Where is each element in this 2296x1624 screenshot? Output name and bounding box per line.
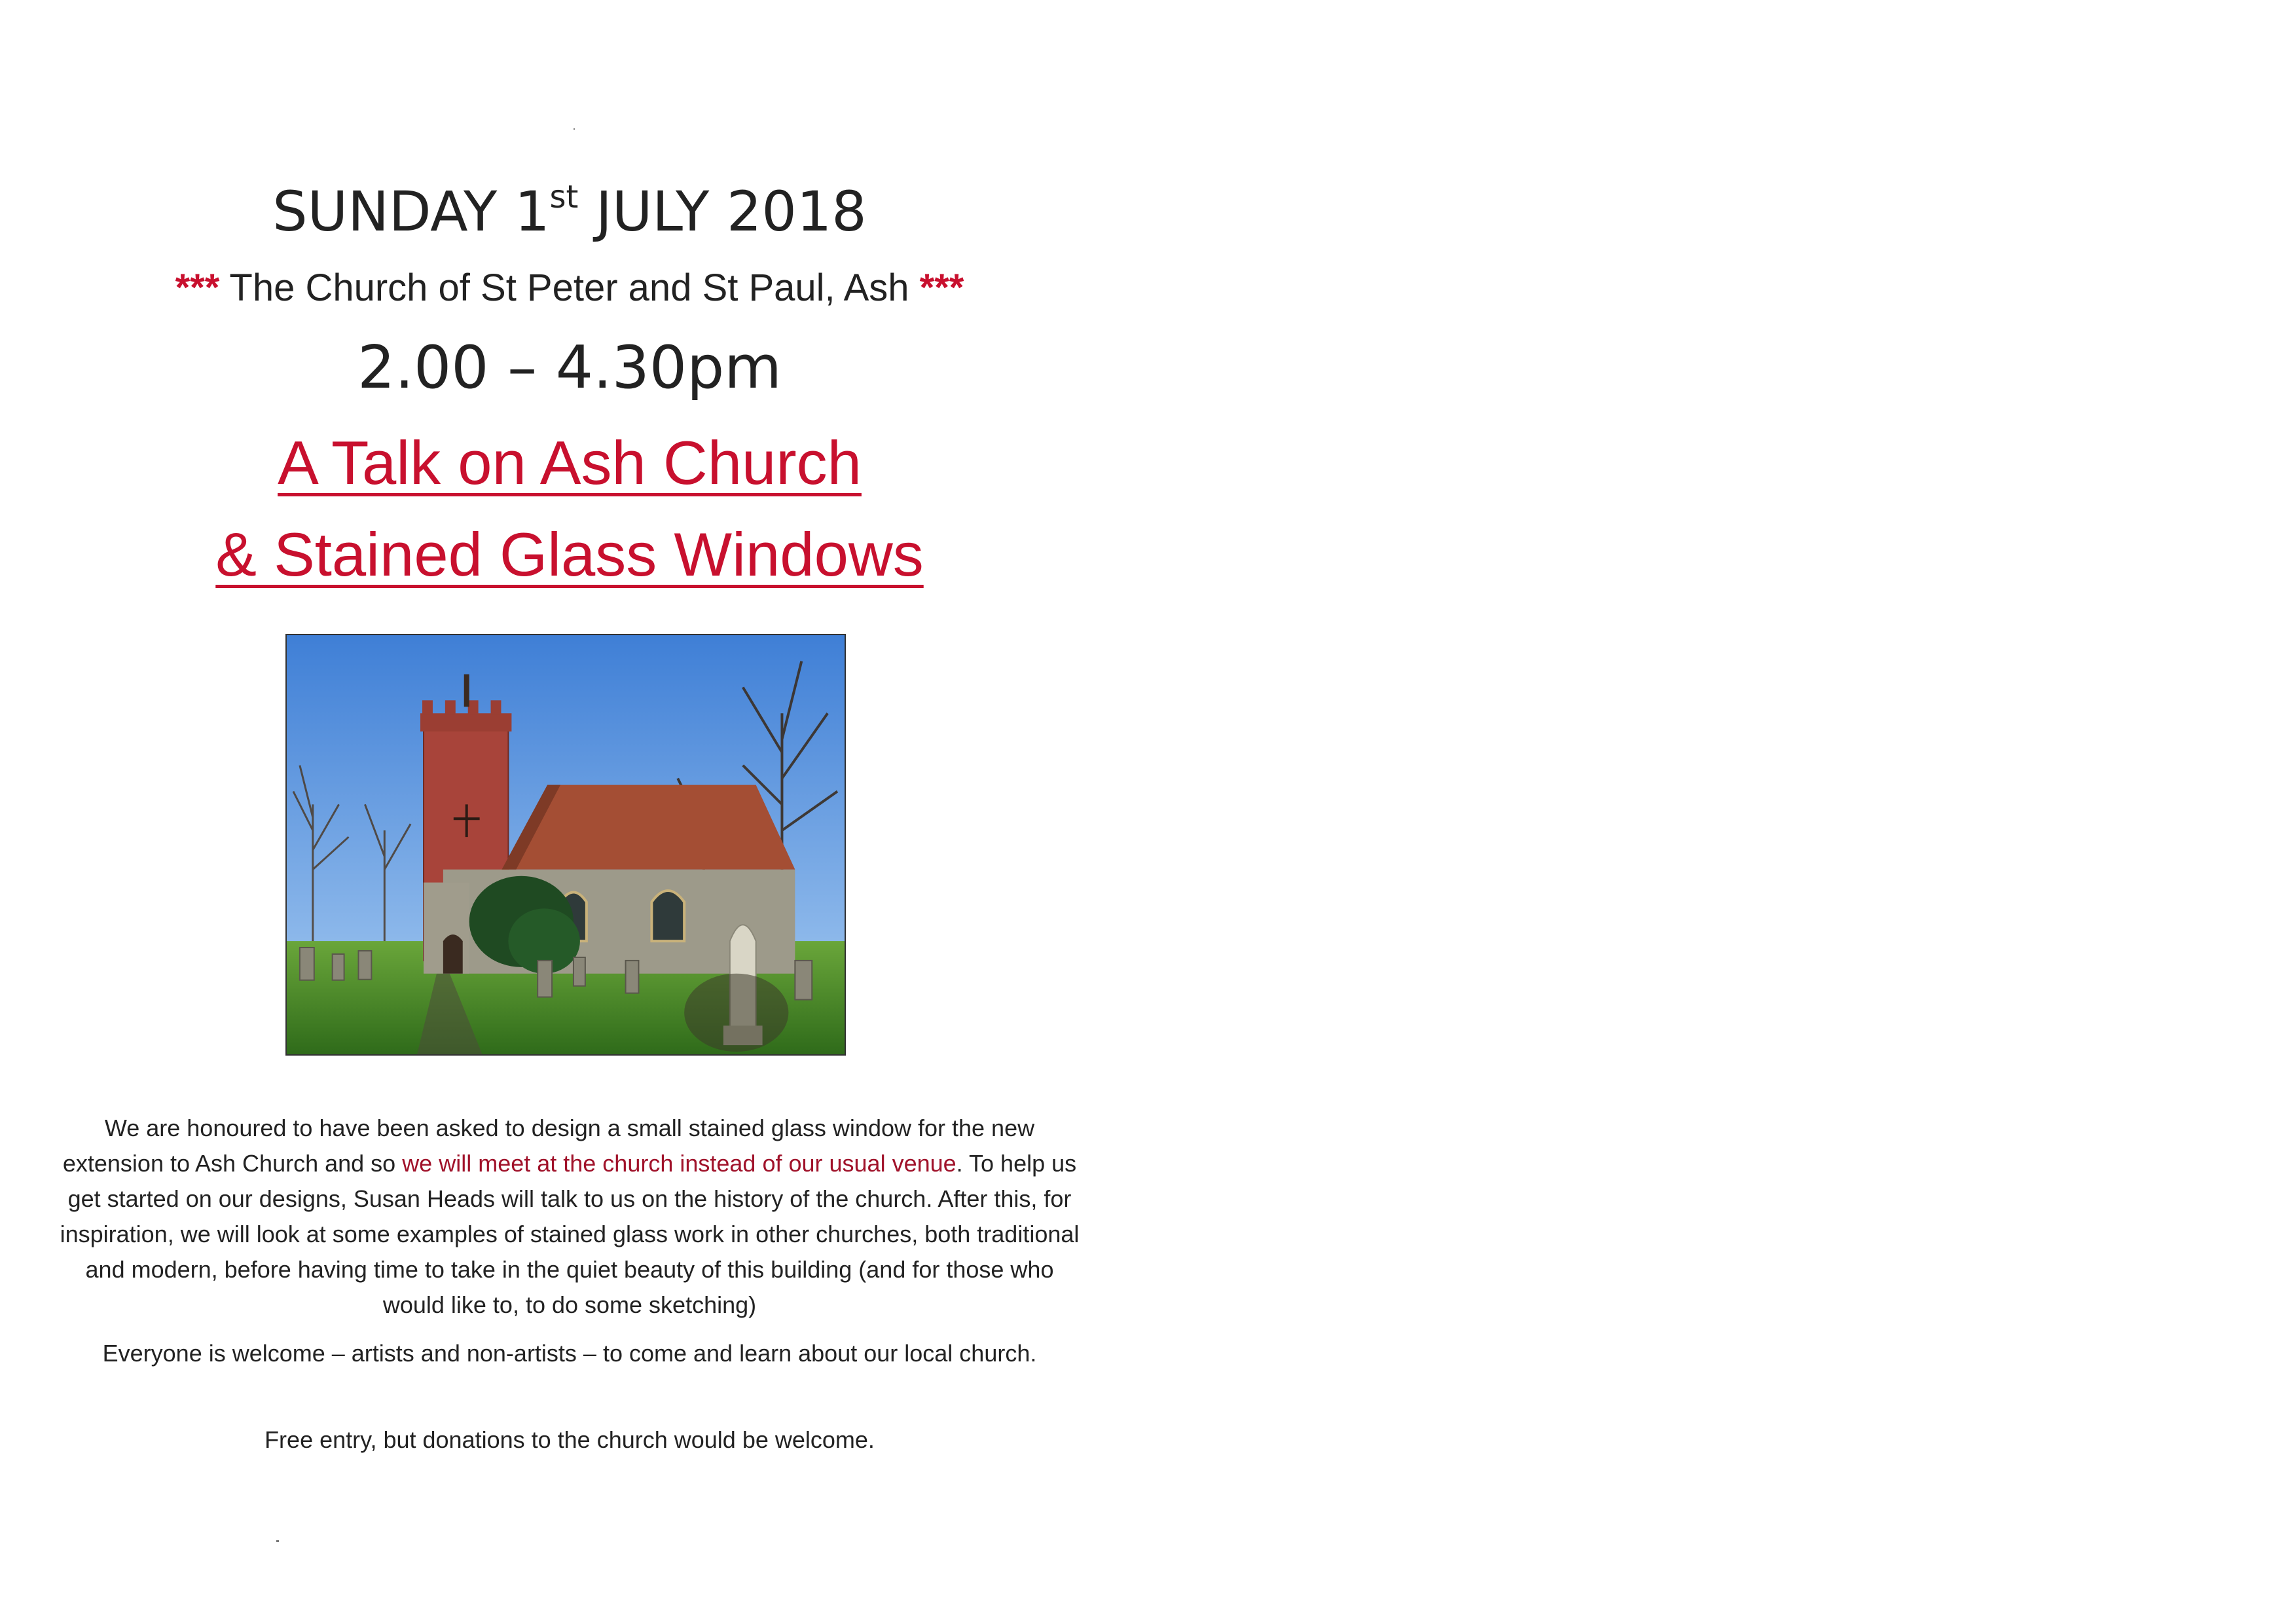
title-text-2: & Stained Glass Windows [215,520,924,589]
description-part-2: . To help us get started on our designs, Susan Heads will talk to us on the history of the church. After this, for inspiration, we will look at some examples of stained glass work in other churches, both traditional and modern, before having time to take in the quiet beauty of this building (and for those who would like to, to do some sketching) [60,1150,1080,1318]
event-title-line-2 [0,512,1139,597]
event-description [59,1111,1080,1323]
event-time: 2.00 – 4.30pm [357,333,782,402]
event-venue [0,262,1139,314]
welcome-text: Everyone is welcome – artists and non-artists – to come and learn about our local church. [102,1340,1037,1367]
scan-speck [276,1540,279,1542]
event-title-line-1 [0,420,1139,506]
flyer [0,0,1139,1624]
venue-stars-right: *** [919,267,964,309]
date-month-year: JULY 2018 [578,179,867,244]
date-day: SUNDAY 1 [272,179,550,244]
free-entry-text: Free entry, but donations to the church would be welcome. [264,1426,875,1453]
date-suffix: st [549,179,579,215]
venue-stars-left: *** [175,267,220,309]
event-date [0,175,1139,248]
description-highlight: we will meet at the church instead of our usual venue [402,1150,957,1177]
title-text-1: A Talk on Ash Church [278,428,862,497]
church-photo [285,634,846,1056]
description-part-1: We are honoured to have been asked to design a small stained glass window for the new extension to Ash Church and so [62,1115,1035,1177]
venue-name: The Church of St Peter and St Paul, Ash [219,267,920,309]
scan-speck [574,128,575,130]
